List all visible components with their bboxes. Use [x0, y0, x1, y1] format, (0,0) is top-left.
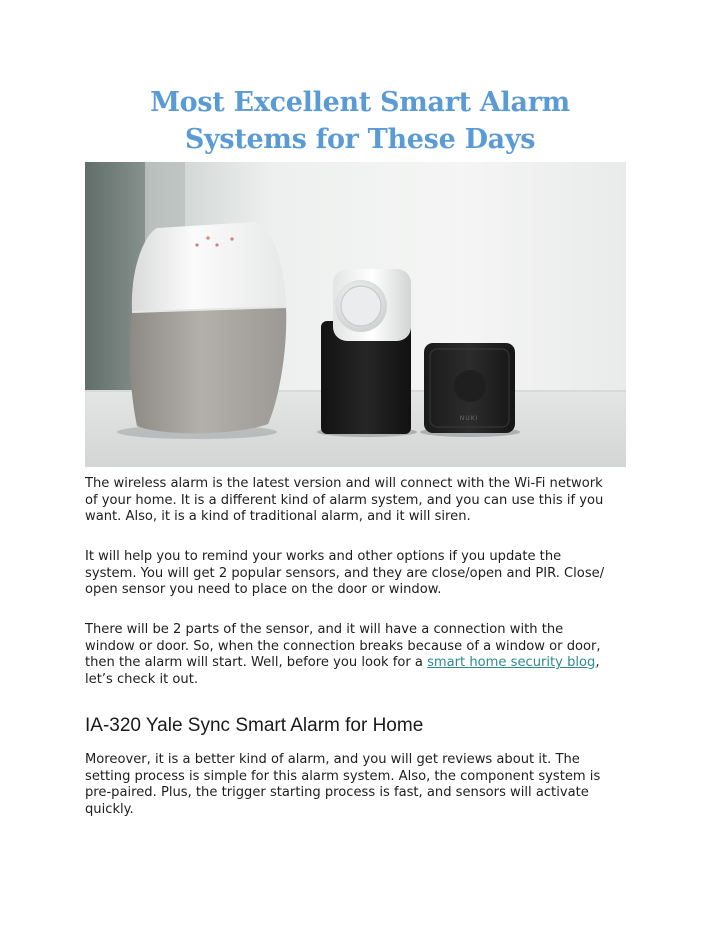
paragraph-sensor-parts [85, 622, 645, 688]
smart-home-security-blog-link[interactable]: smart home security blog [427, 655, 596, 671]
hero-image-smart-devices [85, 162, 626, 467]
title-line-1: Most Excellent Smart Alarm [150, 87, 570, 118]
section-heading: IA-320 Yale Sync Smart Alarm for Home [85, 715, 424, 736]
title-line-2: Systems for These Days [184, 124, 536, 155]
paragraph-line: of your home. It is a different kind of alarm system, and you can use this if you [85, 492, 604, 508]
paragraph-line: setting process is simple for this alarm system. Also, the component system is [85, 768, 601, 784]
paragraph-line: quickly. [85, 801, 134, 817]
paragraph-text: then the alarm will start. Well, before you look for a [85, 655, 428, 671]
paragraph-line: There will be 2 parts of the sensor, and it will have a connection with the [85, 622, 564, 637]
device-brand-label: NUKI [459, 415, 479, 422]
paragraph-line: pre-paired. Plus, the trigger starting process is fast, and sensors will activate [85, 785, 589, 801]
paragraph-yale-sync [85, 752, 645, 818]
paragraph-line: window or door. So, when the connection breaks because of a window or door, [85, 638, 601, 654]
paragraph-sensors [85, 549, 645, 599]
paragraph-line: system. You will get 2 popular sensors, and they are close/open and PIR. Close/ [85, 565, 605, 581]
paragraph-line: Moreover, it is a better kind of alarm, and you will get reviews about it. The [85, 752, 580, 767]
page-title [60, 84, 660, 158]
paragraph-line: let’s check it out. [85, 671, 199, 687]
paragraph-line: It will help you to remind your works and other options if you update the [85, 549, 562, 564]
paragraph-line: want. Also, it is a kind of traditional alarm, and it will siren. [85, 509, 471, 525]
paragraph-text: , [595, 655, 600, 671]
paragraph-line: open sensor you need to place on the door or window. [85, 582, 442, 598]
paragraph-wireless-alarm [85, 476, 645, 526]
paragraph-line: The wireless alarm is the latest version and will connect with the Wi-Fi network [85, 476, 603, 491]
paragraph-line-with-link [85, 655, 645, 672]
